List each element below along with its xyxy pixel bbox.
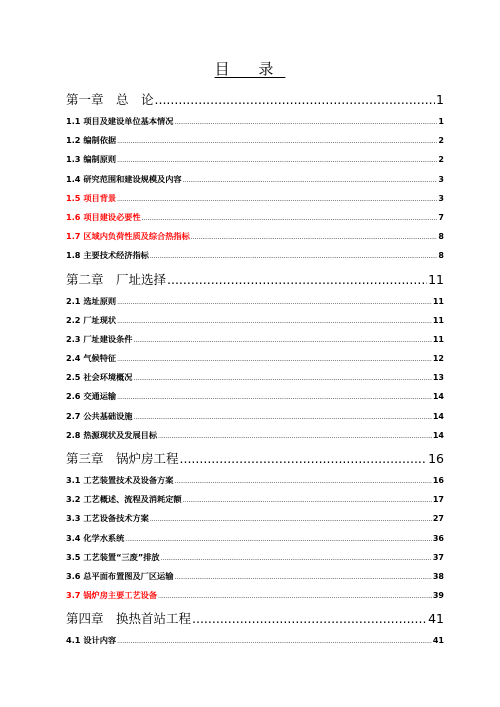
toc-page-number: 12 (432, 354, 444, 364)
toc-page-number: 16 (432, 476, 444, 485)
toc-section-entry[interactable] (66, 494, 444, 513)
toc-entry-label: 2.6 交通运输 (66, 391, 117, 402)
toc-page-number: 39 (432, 591, 444, 601)
toc-section-entry[interactable] (66, 193, 444, 212)
toc-page-number: 11 (432, 296, 444, 306)
toc-page-number: 3 (438, 193, 444, 203)
toc-dot-leader (117, 394, 432, 401)
toc-section-entry[interactable] (66, 250, 444, 269)
toc-entry-label: 第一章 总 论 (66, 92, 154, 107)
toc-page-number: 36 (432, 533, 444, 543)
toc-entry-label: 3.6 总平面布置图及厂区运输 (66, 570, 174, 581)
toc-page-number: 14 (432, 430, 444, 440)
toc-chapter-entry[interactable] (66, 90, 444, 116)
toc-dot-leader (117, 196, 437, 203)
toc-page-number: 27 (432, 514, 444, 524)
toc-dot-leader (133, 337, 431, 344)
toc-chapter-entry[interactable] (66, 270, 444, 296)
toc-section-entry[interactable] (66, 411, 444, 430)
toc-page-number: 8 (438, 232, 444, 242)
toc-dot-leader (133, 375, 431, 382)
toc-section-entry[interactable] (66, 296, 444, 315)
toc-dot-leader (150, 516, 432, 523)
toc-dot-leader (183, 497, 432, 504)
toc-dot-leader (158, 433, 432, 440)
toc-page-number: 37 (432, 552, 444, 562)
toc-page-number: 2 (438, 136, 444, 146)
toc-dot-leader (150, 253, 438, 260)
toc-section-entry[interactable] (66, 513, 444, 532)
toc-dot-leader (117, 318, 432, 325)
toc-dot-leader (191, 234, 438, 241)
toc-section-entry[interactable] (66, 430, 444, 449)
toc-dot-leader (174, 119, 437, 126)
toc-dot-leader (161, 555, 432, 562)
toc-entry-label: 2.2 厂址现状 (66, 314, 117, 325)
toc-section-entry[interactable] (66, 135, 444, 154)
toc-entry-label: 3.3 工艺设备技术方案 (66, 513, 149, 524)
toc-section-entry[interactable] (66, 391, 444, 410)
table-of-contents (66, 90, 444, 655)
toc-entry-label: 2.5 社会环境概况 (66, 372, 133, 383)
toc-entry-label: 3.2 工艺概述、流程及消耗定额 (66, 494, 182, 505)
toc-chapter-entry[interactable] (66, 609, 444, 635)
toc-dot-leader (117, 356, 432, 363)
toc-entry-label: 1.8 主要技术经济指标 (66, 250, 149, 261)
toc-entry-label: 2.4 气候特征 (66, 353, 117, 364)
toc-section-entry[interactable] (66, 315, 444, 334)
toc-section-entry[interactable] (66, 571, 444, 590)
toc-section-entry[interactable] (66, 174, 444, 193)
toc-dot-leader (117, 299, 432, 306)
toc-entry-label: 3.5 工艺装置“三废”排放 (66, 551, 160, 562)
toc-entry-label: 1.2 编制依据 (66, 135, 117, 146)
toc-section-entry[interactable] (66, 231, 444, 250)
toc-entry-label: 2.1 选址原则 (66, 295, 117, 306)
toc-chapter-entry[interactable] (66, 449, 444, 475)
toc-section-entry[interactable] (66, 533, 444, 552)
toc-dot-leader (192, 611, 427, 626)
toc-dot-leader (174, 574, 431, 581)
toc-entry-label: 1.6 项目建设必要性 (66, 211, 141, 222)
toc-page-number: 8 (438, 251, 444, 261)
toc-page-number: 16 (428, 451, 444, 466)
toc-page-number: 3 (438, 174, 444, 184)
toc-dot-leader (180, 451, 428, 466)
toc-entry-label: 2.8 热源现状及发展目标 (66, 429, 158, 440)
toc-page-number: 11 (432, 315, 444, 325)
toc-page-number: 13 (432, 373, 444, 383)
toc-section-entry[interactable] (66, 334, 444, 353)
toc-dot-leader (117, 138, 437, 145)
toc-page-number: 11 (432, 334, 444, 344)
toc-section-entry[interactable] (66, 154, 444, 173)
toc-page-number: 7 (438, 212, 444, 222)
toc-dot-leader (133, 414, 431, 421)
toc-dot-leader (167, 272, 427, 287)
toc-page-number: 17 (432, 495, 444, 505)
toc-section-entry[interactable] (66, 552, 444, 571)
toc-section-entry[interactable] (66, 212, 444, 231)
toc-entry-label: 2.3 厂址建设条件 (66, 333, 133, 344)
toc-section-entry[interactable] (66, 590, 444, 609)
toc-page-number: 41 (428, 611, 444, 627)
toc-dot-leader (125, 536, 432, 543)
toc-entry-label: 2.7 公共基础设施 (66, 410, 133, 421)
toc-entry-label: 1.4 研究范围和建设规模及内容 (66, 173, 182, 184)
toc-section-entry[interactable] (66, 475, 444, 494)
toc-dot-leader (155, 92, 436, 107)
toc-section-entry[interactable] (66, 116, 444, 135)
toc-section-entry[interactable] (66, 353, 444, 372)
toc-page-number: 41 (432, 636, 444, 646)
toc-entry-label: 1.7 区域内负荷性质及综合热指标 (66, 231, 190, 242)
toc-entry-label: 3.1 工艺装置技术及设备方案 (66, 475, 174, 485)
toc-dot-leader (183, 177, 438, 184)
toc-page-number: 14 (432, 392, 444, 402)
toc-entry-label: 1.5 项目背景 (66, 192, 117, 203)
toc-entry-label: 第四章 换热首站工程 (66, 611, 192, 627)
toc-page-number: 38 (432, 571, 444, 581)
toc-section-entry[interactable] (66, 372, 444, 391)
toc-dot-leader (174, 478, 431, 485)
toc-entry-label: 4.1 设计内容 (66, 635, 117, 646)
toc-dot-leader (117, 638, 432, 645)
toc-title: 目 录 (214, 60, 286, 78)
toc-entry-label: 1.3 编制原则 (66, 154, 117, 165)
toc-page-number: 2 (438, 155, 444, 165)
toc-page-number: 1 (436, 92, 444, 107)
toc-page-number: 1 (438, 117, 444, 126)
toc-section-entry[interactable] (66, 635, 444, 654)
toc-entry-label: 1.1 项目及建设单位基本情况 (66, 116, 174, 126)
toc-entry-label: 3.4 化学水系统 (66, 532, 125, 543)
toc-page-number: 14 (432, 411, 444, 421)
toc-dot-leader (142, 215, 438, 222)
toc-dot-leader (158, 593, 432, 600)
toc-entry-label: 3.7 锅炉房主要工艺设备 (66, 590, 158, 601)
toc-page-number: 11 (428, 271, 444, 287)
toc-dot-leader (117, 157, 437, 164)
toc-entry-label: 第三章 锅炉房工程 (66, 451, 179, 466)
toc-entry-label: 第二章 厂址选择 (66, 271, 167, 287)
